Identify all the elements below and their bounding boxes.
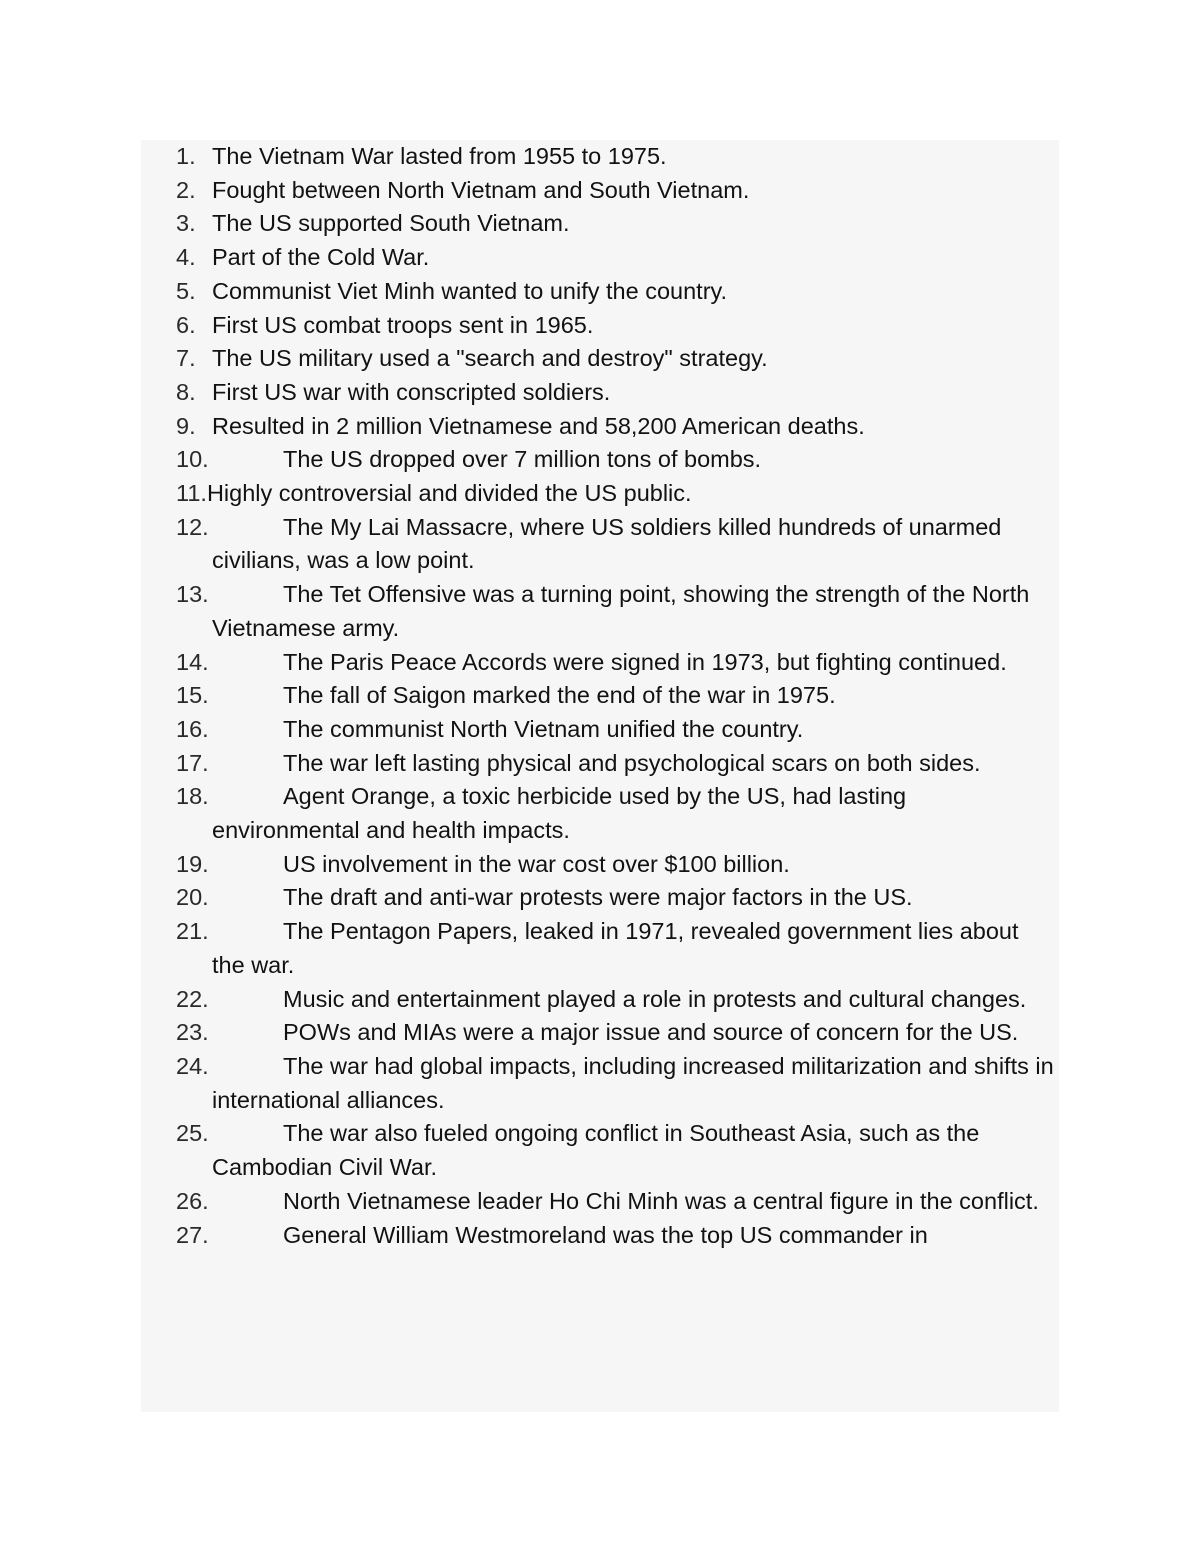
item-number: 6. <box>176 311 196 338</box>
item-text: The Pentagon Papers, leaked in 1971, revealed government lies about the war. <box>212 918 1019 978</box>
list-item <box>176 848 1056 882</box>
item-text: Agent Orange, a toxic herbicide used by the US, had lasting environmental and health impacts. <box>212 783 907 844</box>
item-text: The war left lasting physical and psychological scars on both sides. <box>283 749 981 776</box>
item-number: 21. <box>176 918 209 945</box>
item-text: The war had global impacts, including increased militarization and shifts in international alliances. <box>212 1052 1054 1113</box>
item-number: 19. <box>176 850 209 877</box>
item-text: The draft and anti-war protests were major factors in the US. <box>283 884 913 911</box>
list-item <box>176 207 1056 241</box>
list-item <box>176 578 1056 645</box>
list-item <box>176 376 1056 410</box>
item-number: 18. <box>176 783 209 810</box>
item-number: 7. <box>176 345 196 372</box>
list-item <box>176 477 1056 511</box>
item-number: 9. <box>176 412 196 439</box>
item-number: 4. <box>176 244 196 271</box>
item-text: The Tet Offensive was a turning point, showing the strength of the North Vietnamese army. <box>212 581 1030 641</box>
list-item <box>176 275 1056 309</box>
list-item <box>176 747 1056 781</box>
list-item <box>176 915 1056 982</box>
item-text: The US military used a "search and destroy" strategy. <box>212 345 768 372</box>
list-item <box>176 780 1056 847</box>
item-text: Music and entertainment played a role in protests and cultural changes. <box>283 985 1027 1012</box>
item-number: 3. <box>176 210 196 237</box>
item-number: 1. <box>176 143 196 169</box>
item-number: 25. <box>176 1120 209 1147</box>
item-text: The Vietnam War lasted from 1955 to 1975. <box>212 143 667 169</box>
list-item <box>176 511 1056 578</box>
item-number: 22. <box>176 985 209 1012</box>
item-number: 13. <box>176 581 209 608</box>
item-number: 17. <box>176 749 209 776</box>
item-number: 27. <box>176 1221 209 1248</box>
item-number: 8. <box>176 378 196 405</box>
list-item <box>176 140 1056 174</box>
item-text: US involvement in the war cost over $100 billion. <box>283 850 790 877</box>
list-item <box>176 1050 1056 1117</box>
item-text: The communist North Vietnam unified the country. <box>283 715 804 742</box>
item-number: 26. <box>176 1187 209 1214</box>
list-item <box>176 309 1056 343</box>
list-item <box>176 679 1056 713</box>
list-item <box>176 410 1056 444</box>
item-number: 2. <box>176 176 196 203</box>
item-number: 20. <box>176 884 209 911</box>
item-text: General William Westmoreland was the top US commander in <box>283 1221 928 1248</box>
item-text: The fall of Saigon marked the end of the war in 1975. <box>283 682 836 709</box>
item-number: 12. <box>176 513 209 540</box>
item-text: Highly controversial and divided the US public. <box>206 480 692 507</box>
item-number: 16. <box>176 715 209 742</box>
item-number: 14. <box>176 648 209 675</box>
item-number: 15. <box>176 682 209 709</box>
item-number: 10. <box>176 446 209 473</box>
item-text: The Paris Peace Accords were signed in 1973, but fighting continued. <box>283 648 1007 675</box>
vietnam-war-facts-list <box>176 140 1056 1252</box>
item-text: Communist Viet Minh wanted to unify the country. <box>212 277 728 304</box>
item-text: POWs and MIAs were a major issue and source of concern for the US. <box>283 1019 1019 1046</box>
list-item <box>176 983 1056 1017</box>
item-text: The US supported South Vietnam. <box>212 210 570 237</box>
item-number: 11. <box>176 480 207 507</box>
item-text: The My Lai Massacre, where US soldiers killed hundreds of unarmed civilians, was a low point. <box>212 513 1002 574</box>
item-text: First US war with conscripted soldiers. <box>212 378 611 405</box>
list-item <box>176 174 1056 208</box>
item-text: North Vietnamese leader Ho Chi Minh was a central figure in the conflict. <box>283 1187 1039 1214</box>
item-number: 5. <box>176 277 196 304</box>
list-item <box>176 881 1056 915</box>
list-item <box>176 646 1056 680</box>
item-text: Part of the Cold War. <box>212 244 430 271</box>
list-item <box>176 1117 1056 1184</box>
list-item <box>176 1185 1056 1219</box>
item-number: 23. <box>176 1019 209 1046</box>
item-text: Fought between North Vietnam and South Vietnam. <box>212 176 750 203</box>
list-item <box>176 443 1056 477</box>
list-item <box>176 241 1056 275</box>
list-item <box>176 342 1056 376</box>
item-text: The US dropped over 7 million tons of bombs. <box>283 446 762 473</box>
item-text: First US combat troops sent in 1965. <box>212 311 594 338</box>
list-item <box>176 713 1056 747</box>
list-item <box>176 1016 1056 1050</box>
list-item <box>176 1219 1056 1253</box>
item-text: The war also fueled ongoing conflict in Southeast Asia, such as the Cambodian Civil War. <box>212 1120 980 1181</box>
item-number: 24. <box>176 1052 209 1079</box>
item-text: Resulted in 2 million Vietnamese and 58,200 American deaths. <box>212 412 865 439</box>
